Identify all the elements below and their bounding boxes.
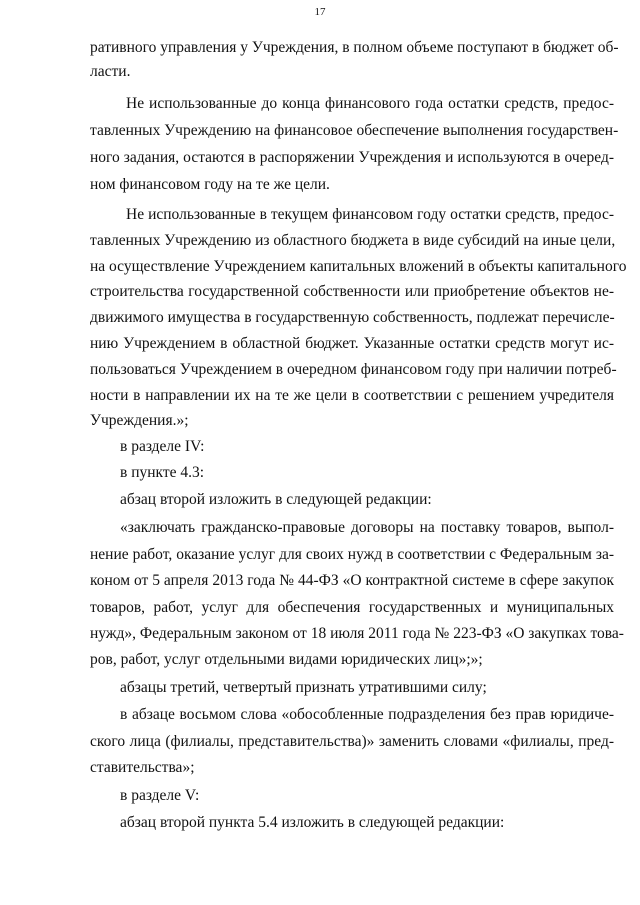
text-line: ров, работ, услуг отдельными видами юридических лиц»;»; [90,651,483,668]
text-line: ласти. [90,63,131,80]
text-line: абзац второй изложить в следующей редакции: [120,491,432,508]
text-line: нужд», Федеральным законом от 18 июля 2011 года № 223-ФЗ «О закупках това- [90,625,624,642]
text-line: ного задания, остаются в распоряжении Учреждения и используются в очеред- [90,149,614,166]
text-line: в разделе V: [120,787,200,804]
text-line: движимого имущества в государственную собственность, подлежат перечисле- [90,309,615,326]
text-line: Учреждения.»; [90,412,189,429]
text-line: в абзаце восьмом слова «обособленные подразделения без прав юридиче- [120,706,614,723]
text-line: на осуществление Учреждением капитальных вложений в объекты капитального [90,258,627,275]
text-line: ского лица (филиалы, представительства)» заменить словами «филиалы, пред- [90,733,614,750]
text-line: ном финансовом году на те же цели. [90,176,330,193]
text-line: нию Учреждением в областной бюджет. Указанные остатки средств могут ис- [90,335,614,352]
text-line: пользоваться Учреждением в очередном финансовом году при наличии потреб- [90,361,617,378]
text-line: абзацы третий, четвертый признать утратившими силу; [120,679,487,696]
text-line: коном от 5 апреля 2013 года № 44-ФЗ «О контрактной системе в сфере закупок [90,572,614,589]
text-line: тавленных Учреждению на финансовое обеспечение выполнения государствен- [90,122,619,139]
text-line: нение работ, оказание услуг для своих нужд в соответствии с Федеральным за- [90,546,614,563]
text-line: в разделе IV: [120,438,205,455]
text-line: Не использованные до конца финансового года остатки средств, предос- [126,95,614,112]
text-line: абзац второй пункта 5.4 изложить в следующей редакции: [120,814,505,831]
text-line: строительства государственной собственности или приобретение объектов не- [90,283,614,300]
text-line: «заключать гражданско-правовые договоры на поставку товаров, выпол- [120,519,614,536]
text-line: товаров, работ, услуг для обеспечения государственных и муниципальных [90,599,614,616]
text-line: тавленных Учреждению из областного бюджета в виде субсидий на иные цели, [90,232,616,249]
text-line: ставительства»; [90,759,195,776]
page-number: 17 [314,6,326,18]
text-line: ративного управления у Учреждения, в полном объеме поступают в бюджет об- [90,39,619,56]
text-line: ности в направлении их на те же цели в соответствии с решением учредителя [90,387,614,404]
text-line: Не использованные в текущем финансовом году остатки средств, предос- [126,206,614,223]
text-line: в пункте 4.3: [120,464,205,481]
